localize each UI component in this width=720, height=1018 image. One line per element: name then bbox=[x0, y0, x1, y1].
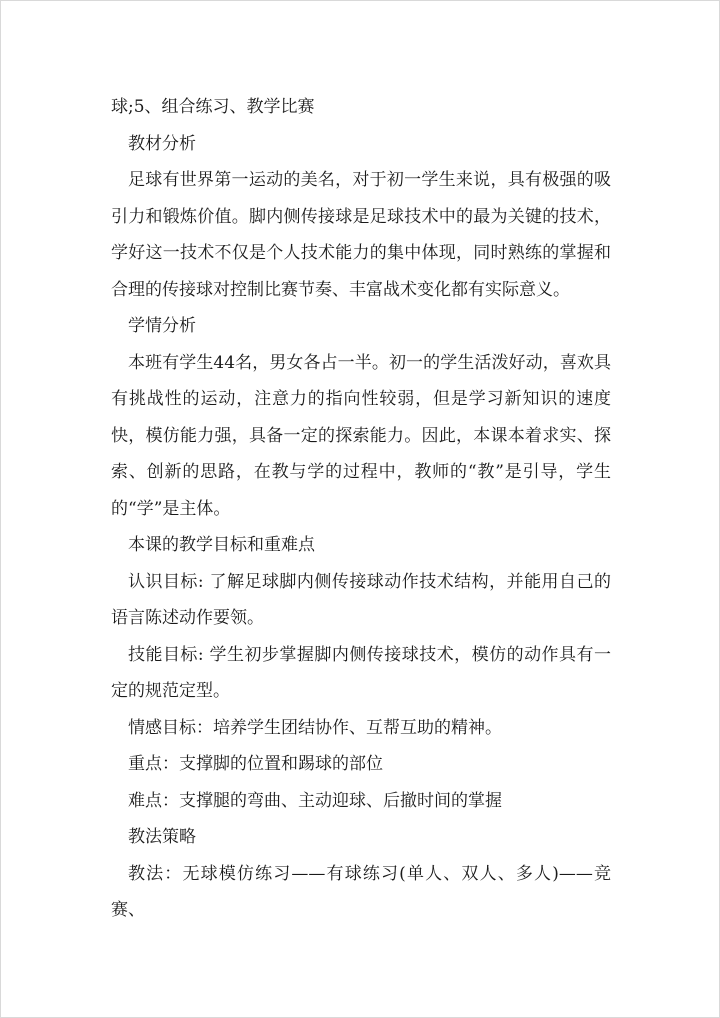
heading-student-analysis: 学情分析 bbox=[128, 316, 196, 336]
paragraph-list-continuation: 球;5、组合练习、教学比赛 bbox=[111, 97, 315, 117]
paragraph-student-analysis: 本班有学生44名，男女各占一半。初一的学生活泼好动，喜欢具有挑战性的运动，注意力的指向性较弱，但是学习新知识的速度快，模仿能力强，具备一定的探索能力。因此，本课本着求实、探索、创新的思路，在教与学的过程中，教师的“教”是引导，学生的“学”是主体。 bbox=[111, 352, 611, 519]
paragraph-material-analysis: 足球有世界第一运动的美名，对于初一学生来说，具有极强的吸引力和锻炼价值。脚内侧传接球是足球技术中的最为关键的技术，学好这一技术不仅是个人技术能力的集中体现，同时熟练的掌握和合理的传接球对控制比赛节奏、丰富战术变化都有实际意义。 bbox=[111, 170, 611, 300]
paragraph-difficult-point: 难点：支撑腿的弯曲、主动迎球、后撤时间的掌握 bbox=[128, 790, 502, 811]
heading-teaching-objectives: 本课的教学目标和重难点 bbox=[128, 535, 315, 555]
paragraph-key-point: 重点：支撑脚的位置和踢球的部位 bbox=[128, 754, 383, 774]
paragraph-cognitive-goal: 认识目标: 了解足球脚内侧传接球动作技术结构，并能用自己的语言陈述动作要领。 bbox=[111, 571, 611, 628]
paragraph-emotional-goal: 情感目标：培养学生团结协作、互帮互助的精神。 bbox=[128, 717, 502, 738]
paragraph-teaching-method: 教法：无球模仿练习——有球练习(单人、双人、多人)——竞赛、 bbox=[111, 863, 611, 920]
paragraph-skill-goal: 技能目标: 学生初步掌握脚内侧传接球技术，模仿的动作具有一定的规范定型。 bbox=[111, 644, 611, 701]
heading-teaching-strategy: 教法策略 bbox=[128, 827, 196, 847]
heading-material-analysis: 教材分析 bbox=[128, 133, 196, 154]
document-body bbox=[111, 89, 611, 929]
